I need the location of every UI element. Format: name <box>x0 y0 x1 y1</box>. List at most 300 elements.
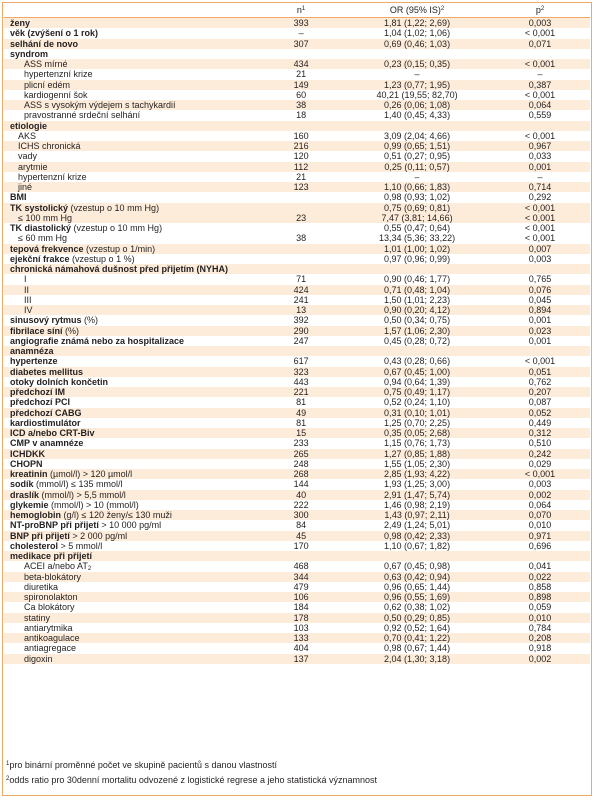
row-label-qualifier: (vzestup o 1 %) <box>69 253 135 264</box>
row-label <box>4 459 258 469</box>
row-or: 0,52 (0,24; 1,10) <box>384 397 451 408</box>
row-label-text: Ca blokátory <box>24 602 75 613</box>
row-n: 60 <box>296 89 307 100</box>
row-p: 0,001 <box>490 162 590 172</box>
row-label <box>4 479 258 489</box>
row-label <box>4 18 258 29</box>
row-label-text: hypertenze <box>10 356 58 367</box>
row-label-text: ≤ 60 mm Hg <box>18 233 67 244</box>
row-p: 0,449 <box>528 417 552 428</box>
table-body <box>4 18 590 664</box>
row-p: 0,784 <box>528 622 552 633</box>
header-p-sup: 2 <box>540 6 545 12</box>
row-label-text: TK systolický <box>10 202 69 213</box>
row-label-qualifier: (vzestup o 10 mm Hg) <box>68 202 160 213</box>
row-label-text: antikoagulace <box>24 633 80 643</box>
row-label <box>4 90 258 100</box>
row-label-qualifier: (mmol/l) > 5,5 mmol/l <box>39 489 126 500</box>
row-label-text: diabetes mellitus <box>10 366 84 377</box>
row-or: 3,09 (2,04; 4,66) <box>384 130 451 141</box>
row-label <box>4 561 258 571</box>
row-n: 137 <box>258 654 344 664</box>
table-row <box>4 602 590 612</box>
row-p <box>490 551 590 561</box>
table-row <box>4 623 590 633</box>
row-label-text: III <box>24 294 32 305</box>
table-row <box>4 131 590 141</box>
row-n: 233 <box>293 438 309 449</box>
row-n: 265 <box>258 449 344 459</box>
row-or: 0,98 (0,67; 1,44) <box>384 643 451 654</box>
row-or: 1,10 (0,67; 1,82) <box>384 540 451 551</box>
row-label <box>4 39 258 49</box>
row-or: 0,50 (0,29; 0,85) <box>344 613 490 623</box>
row-or <box>344 121 490 131</box>
row-p: 0,242 <box>490 449 590 459</box>
row-label <box>4 223 258 233</box>
row-label-text: hemoglobin <box>10 510 61 520</box>
table-row <box>4 90 590 100</box>
table-row <box>4 172 590 182</box>
row-or: 0,45 (0,28; 0,72) <box>384 335 451 346</box>
row-n: 120 <box>293 151 309 162</box>
row-n: 38 <box>258 100 344 110</box>
row-label <box>4 28 258 38</box>
row-label-text: sinusový rytmus <box>10 315 82 326</box>
table-row <box>4 490 590 500</box>
table-row <box>4 254 590 264</box>
row-label <box>4 151 258 161</box>
row-or: 0,62 (0,38; 1,02) <box>384 602 451 613</box>
row-label-text: NT-proBNP při přijetí <box>10 520 99 531</box>
table-row <box>4 100 590 110</box>
table-row <box>4 192 590 202</box>
row-n <box>258 264 344 274</box>
row-or: 1,27 (0,85; 1,88) <box>344 449 490 459</box>
row-label <box>4 274 258 284</box>
row-or: 1,57 (1,06; 2,30) <box>344 326 490 336</box>
row-label-text: ACEI a/nebo AT <box>24 561 88 572</box>
results-table <box>4 4 590 664</box>
row-label-qualifier: (µmol/l) > 120 µmol/l <box>47 469 133 479</box>
row-or: 0,97 (0,96; 0,99) <box>384 253 451 264</box>
row-p: 0,002 <box>490 490 590 500</box>
row-label <box>4 244 258 254</box>
row-n <box>258 203 344 213</box>
row-n <box>258 223 344 233</box>
row-n: 38 <box>296 233 307 244</box>
row-label-text: antiagregace <box>24 643 77 654</box>
row-label-text: medikace při přijetí <box>10 551 93 561</box>
row-label <box>4 449 258 459</box>
table-row <box>4 315 590 325</box>
row-label-text: předchozí CABG <box>10 407 82 418</box>
row-or: 0,23 (0,15; 0,35) <box>344 59 490 69</box>
table-row <box>4 356 590 366</box>
row-n: 178 <box>258 613 344 623</box>
table-row <box>4 633 590 643</box>
row-or: 13,34 (5,36; 33,22) <box>379 233 456 244</box>
row-label-text: etiologie <box>10 120 48 131</box>
row-or: 0,50 (0,34; 0,75) <box>384 315 451 326</box>
row-label-text: předchozí IM <box>10 387 66 397</box>
row-or: 0,98 (0,93; 1,02) <box>384 192 451 203</box>
row-label <box>4 428 258 438</box>
row-label <box>4 592 258 602</box>
row-label-qualifier: > 5 mmol/l <box>58 540 103 551</box>
row-label-qualifier: (g/l) ≤ 120 ženy/≤ 130 muži <box>61 510 172 520</box>
row-n: 144 <box>293 479 309 490</box>
row-label <box>4 336 258 346</box>
row-or: 0,96 (0,55; 1,69) <box>344 592 490 602</box>
row-label <box>4 490 258 500</box>
row-n: 479 <box>293 581 309 592</box>
row-label-text: hypertenzní krize <box>18 171 87 182</box>
table-row <box>4 182 590 192</box>
row-label-text: digoxin <box>24 653 53 664</box>
row-n: 23 <box>258 213 344 223</box>
row-n: 81 <box>296 417 307 428</box>
row-p: 0,003 <box>528 479 552 490</box>
row-label-text: vady <box>18 151 38 162</box>
row-n: 112 <box>258 162 344 172</box>
row-p: < 0,001 <box>490 203 590 213</box>
table-row <box>4 428 590 438</box>
row-or: 1,43 (0,97; 2,11) <box>344 510 490 520</box>
row-label <box>4 397 258 407</box>
row-n: 81 <box>296 397 307 408</box>
row-n: 103 <box>293 622 309 633</box>
row-p: 0,010 <box>490 613 590 623</box>
row-n: 424 <box>258 285 344 295</box>
row-label <box>4 387 258 397</box>
table-row <box>4 531 590 541</box>
row-label-text: otoky dolních končetin <box>10 376 109 387</box>
row-p: 0,087 <box>528 397 552 408</box>
row-p: 0,762 <box>528 376 552 387</box>
row-n: 344 <box>258 572 344 582</box>
row-n: 307 <box>258 39 344 49</box>
row-n: – <box>298 28 304 39</box>
row-p: < 0,001 <box>524 89 556 100</box>
row-label-text: věk (zvýšení o 1 rok) <box>10 28 99 39</box>
row-n: 323 <box>258 367 344 377</box>
row-or: – <box>414 69 420 80</box>
row-label-text: I <box>24 274 27 285</box>
row-label-qualifier: > 10 000 pg/ml <box>98 520 162 531</box>
row-label-text: selhání de novo <box>10 38 79 49</box>
row-label <box>4 131 258 141</box>
row-n <box>258 192 344 202</box>
row-p: 0,918 <box>528 643 552 654</box>
table-row <box>4 285 590 295</box>
table-row <box>4 541 590 551</box>
row-n: 248 <box>293 458 309 469</box>
row-or <box>344 264 490 274</box>
row-or: 0,98 (0,42; 2,33) <box>344 531 490 541</box>
row-or: 1,55 (1,05; 2,30) <box>384 458 451 469</box>
row-label-text: kardiogenní šok <box>24 89 88 100</box>
row-n: 392 <box>293 315 309 326</box>
footnotes <box>6 758 586 788</box>
row-label-text: angiografie známá nebo za hospitalizace <box>10 335 185 346</box>
row-n: 290 <box>258 326 344 336</box>
row-or: 0,70 (0,41; 1,22) <box>344 633 490 643</box>
table-row <box>4 582 590 592</box>
row-label <box>4 654 258 664</box>
row-or: 1,93 (1,25; 3,00) <box>384 479 451 490</box>
table-row <box>4 295 590 305</box>
row-n: 160 <box>293 130 309 141</box>
row-label-text: jiné <box>18 182 33 192</box>
row-or: 0,63 (0,42; 0,94) <box>344 572 490 582</box>
row-label-text: CHOPN <box>10 458 43 469</box>
row-p: < 0,001 <box>524 233 556 244</box>
row-label-text: BNP při přijetí <box>10 530 70 541</box>
row-or: 40,21 (19,55; 82,70) <box>376 89 458 100</box>
row-label-qualifier: (%) <box>62 325 80 336</box>
row-n: 71 <box>296 274 307 285</box>
row-label-text: ≤ 100 mm Hg <box>18 212 72 223</box>
row-p: 0,010 <box>528 520 552 531</box>
header-p <box>490 4 590 18</box>
row-or: 1,81 (1,22; 2,69) <box>344 18 490 29</box>
row-p: 0,041 <box>528 561 552 572</box>
row-label-text: fibrilace síní <box>10 325 63 336</box>
row-or: 1,46 (0,98; 2,19) <box>384 499 451 510</box>
row-n: 21 <box>296 69 307 80</box>
row-p: 0,208 <box>490 633 590 643</box>
row-n <box>258 254 344 264</box>
row-or: 1,25 (0,70; 2,25) <box>384 417 451 428</box>
row-p: 0,207 <box>490 387 590 397</box>
row-p: 0,051 <box>490 367 590 377</box>
row-p: 0,967 <box>490 141 590 151</box>
row-or: 0,26 (0,06; 1,08) <box>344 100 490 110</box>
row-p: 0,076 <box>490 285 590 295</box>
row-p: 0,292 <box>528 192 552 203</box>
row-n: 216 <box>258 141 344 151</box>
table-row <box>4 121 590 131</box>
row-p: 0,064 <box>528 499 552 510</box>
table-row <box>4 397 590 407</box>
row-p: – <box>537 69 543 80</box>
row-label-qualifier: (mmol/l) > 10 (mmol/l) <box>48 499 139 510</box>
row-label <box>4 59 258 69</box>
row-label <box>4 408 258 418</box>
table-row <box>4 264 590 274</box>
row-n: 247 <box>293 335 309 346</box>
row-label <box>4 531 258 541</box>
table-row <box>4 346 590 356</box>
row-label-text: ASS s vysokým výdejem s tachykardií <box>24 100 176 110</box>
row-or: 1,10 (0,66; 1,83) <box>344 182 490 192</box>
row-n: 84 <box>296 520 307 531</box>
row-p <box>490 264 590 274</box>
row-or: 1,50 (1,01; 2,23) <box>384 294 451 305</box>
row-p: < 0,001 <box>524 356 556 367</box>
row-label-text: ženy <box>10 18 31 28</box>
row-label-text: sodík <box>10 479 34 490</box>
row-label-text: předchozí PCI <box>10 397 71 408</box>
row-or: 2,91 (1,47; 5,74) <box>344 490 490 500</box>
table-row <box>4 80 590 90</box>
table-row <box>4 28 590 38</box>
table-row <box>4 59 590 69</box>
row-or: 1,04 (1,02; 1,06) <box>384 28 451 39</box>
row-or: 0,92 (0,52; 1,64) <box>384 622 451 633</box>
row-n: 221 <box>258 387 344 397</box>
header-row <box>4 4 590 18</box>
row-label <box>4 377 258 387</box>
row-or: 1,15 (0,76; 1,73) <box>384 438 451 449</box>
row-label <box>4 49 258 59</box>
row-n: 49 <box>258 408 344 418</box>
row-label-qualifier: > 2 000 pg/ml <box>69 530 128 541</box>
row-p: 0,001 <box>528 315 552 326</box>
row-label-qualifier: (%) <box>81 315 99 326</box>
row-label-text: draslík <box>10 489 40 500</box>
row-label <box>4 500 258 510</box>
row-label-qualifier: (vzestup o 10 mm Hg) <box>71 223 163 233</box>
row-label <box>4 326 258 336</box>
row-p: 0,312 <box>490 428 590 438</box>
row-n: 393 <box>258 18 344 29</box>
row-or <box>344 346 490 356</box>
footnote-1-text: pro binární proměnné počet ve skupině pacientů s danou vlastností <box>9 760 278 770</box>
table-row <box>4 336 590 346</box>
table-row <box>4 459 590 469</box>
header-label <box>4 4 258 18</box>
row-p: 0,071 <box>490 39 590 49</box>
table-row <box>4 520 590 530</box>
footnote-2-sup: 2 <box>6 776 10 782</box>
row-p: < 0,001 <box>524 28 556 39</box>
row-label <box>4 469 258 479</box>
row-p: 0,510 <box>528 438 552 449</box>
table-row <box>4 469 590 479</box>
table-row <box>4 449 590 459</box>
row-label <box>4 100 258 110</box>
row-label <box>4 264 258 274</box>
row-p: 0,714 <box>490 182 590 192</box>
row-or: 1,01 (1,00; 1,02) <box>344 244 490 254</box>
row-label-text: glykemie <box>10 499 49 510</box>
row-label-text: ejekční frakce <box>10 253 70 264</box>
header-or-text: OR (95% IS) <box>389 5 441 15</box>
row-or: 1,23 (0,77; 1,95) <box>344 80 490 90</box>
row-label <box>4 295 258 305</box>
footnote-1 <box>6 758 586 773</box>
row-n <box>258 551 344 561</box>
row-n: 300 <box>258 510 344 520</box>
row-label <box>4 613 258 623</box>
row-n: 18 <box>296 110 307 121</box>
row-n <box>258 49 344 59</box>
table-row <box>4 151 590 161</box>
row-or: 0,75 (0,49; 1,17) <box>344 387 490 397</box>
row-p: 0,022 <box>490 572 590 582</box>
row-label-text: CMP v anamnéze <box>10 438 84 449</box>
row-or: 0,51 (0,27; 0,95) <box>384 151 451 162</box>
row-label-text: II <box>24 284 30 295</box>
table-row <box>4 500 590 510</box>
row-label <box>4 520 258 530</box>
row-n <box>258 346 344 356</box>
row-label <box>4 356 258 366</box>
row-n: 170 <box>293 540 309 551</box>
row-label <box>4 346 258 356</box>
row-or: 0,43 (0,28; 0,66) <box>384 356 451 367</box>
row-p: 0,898 <box>490 592 590 602</box>
table-row <box>4 510 590 520</box>
row-label-text: anamnéza <box>10 346 54 356</box>
row-label-subscript: 2 <box>87 566 92 572</box>
table-row <box>4 572 590 582</box>
row-label <box>4 213 258 223</box>
table-row <box>4 141 590 151</box>
row-label-text: ICHDKK <box>10 448 45 459</box>
row-n <box>258 244 344 254</box>
table-row <box>4 274 590 284</box>
row-or: 2,49 (1,24; 5,01) <box>384 520 451 531</box>
table-row <box>4 592 590 602</box>
row-label <box>4 633 258 643</box>
row-or: 0,35 (0,05; 2,68) <box>344 428 490 438</box>
table-row <box>4 654 590 664</box>
table-row <box>4 162 590 172</box>
row-or <box>344 551 490 561</box>
row-or: 2,04 (1,30; 3,18) <box>344 654 490 664</box>
header-or <box>344 4 490 18</box>
row-p: 0,064 <box>490 100 590 110</box>
row-label <box>4 285 258 295</box>
table-row <box>4 367 590 377</box>
row-label <box>4 203 258 213</box>
row-label-text: kardiostimulátor <box>10 417 81 428</box>
row-label <box>4 305 258 315</box>
table-row <box>4 408 590 418</box>
row-or: 1,40 (0,45; 4,33) <box>384 110 451 121</box>
row-or: 0,25 (0,11; 0,57) <box>344 162 490 172</box>
row-p: 0,045 <box>528 294 552 305</box>
table-row <box>4 377 590 387</box>
row-p: < 0,001 <box>524 223 556 233</box>
table-row <box>4 479 590 489</box>
row-or: 0,90 (0,46; 1,77) <box>384 274 451 285</box>
row-label-text: beta-blokátory <box>24 571 82 582</box>
row-n: 13 <box>258 305 344 315</box>
row-label <box>4 162 258 172</box>
row-label-text: arytmie <box>18 161 48 172</box>
row-n: 443 <box>293 376 309 387</box>
table-row <box>4 18 590 29</box>
row-p: 0,033 <box>528 151 552 162</box>
row-label <box>4 141 258 151</box>
row-n: 133 <box>258 633 344 643</box>
row-label <box>4 110 258 120</box>
row-or <box>344 49 490 59</box>
table-row <box>4 418 590 428</box>
row-label-text: cholesterol <box>10 540 59 551</box>
row-p: 0,002 <box>490 654 590 664</box>
row-p: 0,001 <box>528 335 552 346</box>
row-label-text: tepová frekvence <box>10 243 84 254</box>
row-label-text: ICD a/nebo CRT-Biv <box>10 428 95 438</box>
row-p: 0,003 <box>528 253 552 264</box>
row-n: 184 <box>293 602 309 613</box>
row-n: 617 <box>293 356 309 367</box>
